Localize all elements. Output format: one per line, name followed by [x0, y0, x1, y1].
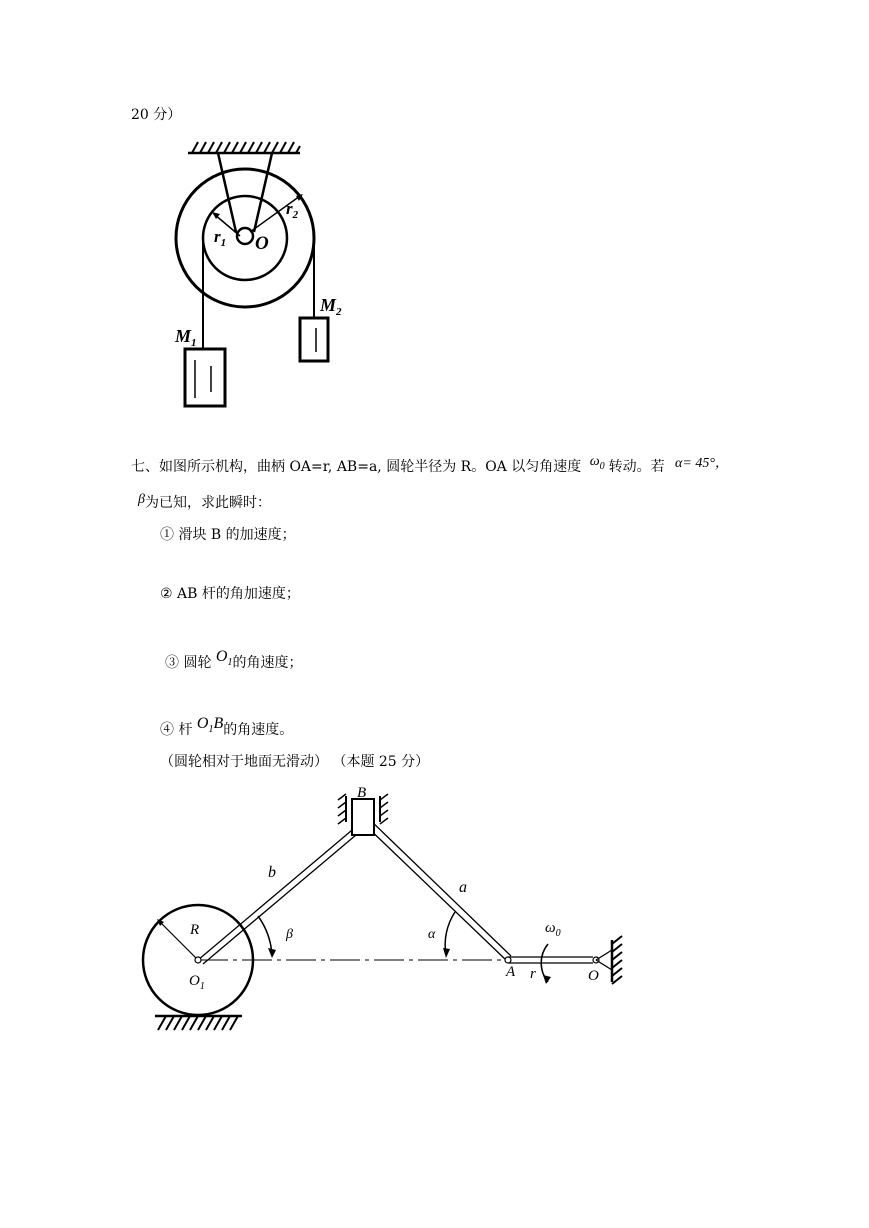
q7-item3	[165, 648, 303, 674]
q7-item4-suffix: 的角速度。	[223, 722, 294, 738]
mass-m1	[185, 349, 225, 406]
label-r1: $r_1$	[214, 227, 227, 249]
label-alpha: α	[428, 927, 436, 942]
label-r2: $r_2$	[286, 199, 299, 221]
alpha-condition: α= 45°，	[675, 456, 729, 471]
pulley-figure	[0, 0, 869, 420]
label-a-point: A	[506, 964, 516, 980]
q7-item2: ② AB 杆的角加速度；	[160, 586, 300, 602]
previous-question-score: 20 分）	[131, 107, 182, 123]
label-b-slider: B	[357, 785, 367, 801]
label-b-rod: b	[268, 864, 276, 881]
ceiling-hatch	[188, 142, 300, 153]
slider-b	[352, 799, 374, 835]
q7-item3-text: ③ 圆轮	[165, 655, 212, 671]
label-r-wheel: R	[190, 922, 200, 938]
omega-symbol: $\omega_0$	[589, 454, 605, 472]
label-o1: $O_1$	[189, 973, 205, 992]
q7-item1: ① 滑块 B 的加速度；	[160, 527, 296, 543]
q7-line1-text: 七、如图所示机构，曲柄 OA=r, AB=a, 圆轮半径为 R。OA 以匀角速度	[131, 459, 582, 475]
mass-m2	[300, 318, 328, 361]
q7-item3-suffix: 的角速度；	[232, 655, 303, 671]
label-omega: $\omega_0$	[545, 920, 561, 939]
o1-symbol: $O_1$	[215, 648, 233, 668]
label-o-point: O	[588, 968, 599, 984]
label-m1: $M_1$	[175, 326, 197, 349]
beta-symbol: β	[138, 492, 145, 507]
wall-hatch	[596, 936, 622, 984]
label-r-crank: r	[530, 966, 536, 982]
q7-line1	[131, 454, 729, 478]
q7-line1-mid: 转动。若	[608, 459, 665, 475]
label-m2: $M_2$	[320, 295, 342, 318]
q7-note: （圆轮相对于地面无滑动） （本题 25 分）	[160, 754, 430, 770]
q7-item4-text: ④ 杆	[160, 722, 193, 738]
o1b-symbol: $O_1B$	[196, 715, 224, 735]
label-beta: β	[286, 927, 293, 942]
label-o: O	[255, 233, 269, 254]
q7-line2	[138, 494, 271, 513]
q7-item4	[160, 715, 294, 741]
q7-line2-text: 为已知，求此瞬时：	[144, 495, 271, 511]
ground-hatch	[155, 1016, 242, 1030]
mechanism-figure	[0, 780, 869, 1060]
label-a-rod: a	[459, 879, 467, 896]
